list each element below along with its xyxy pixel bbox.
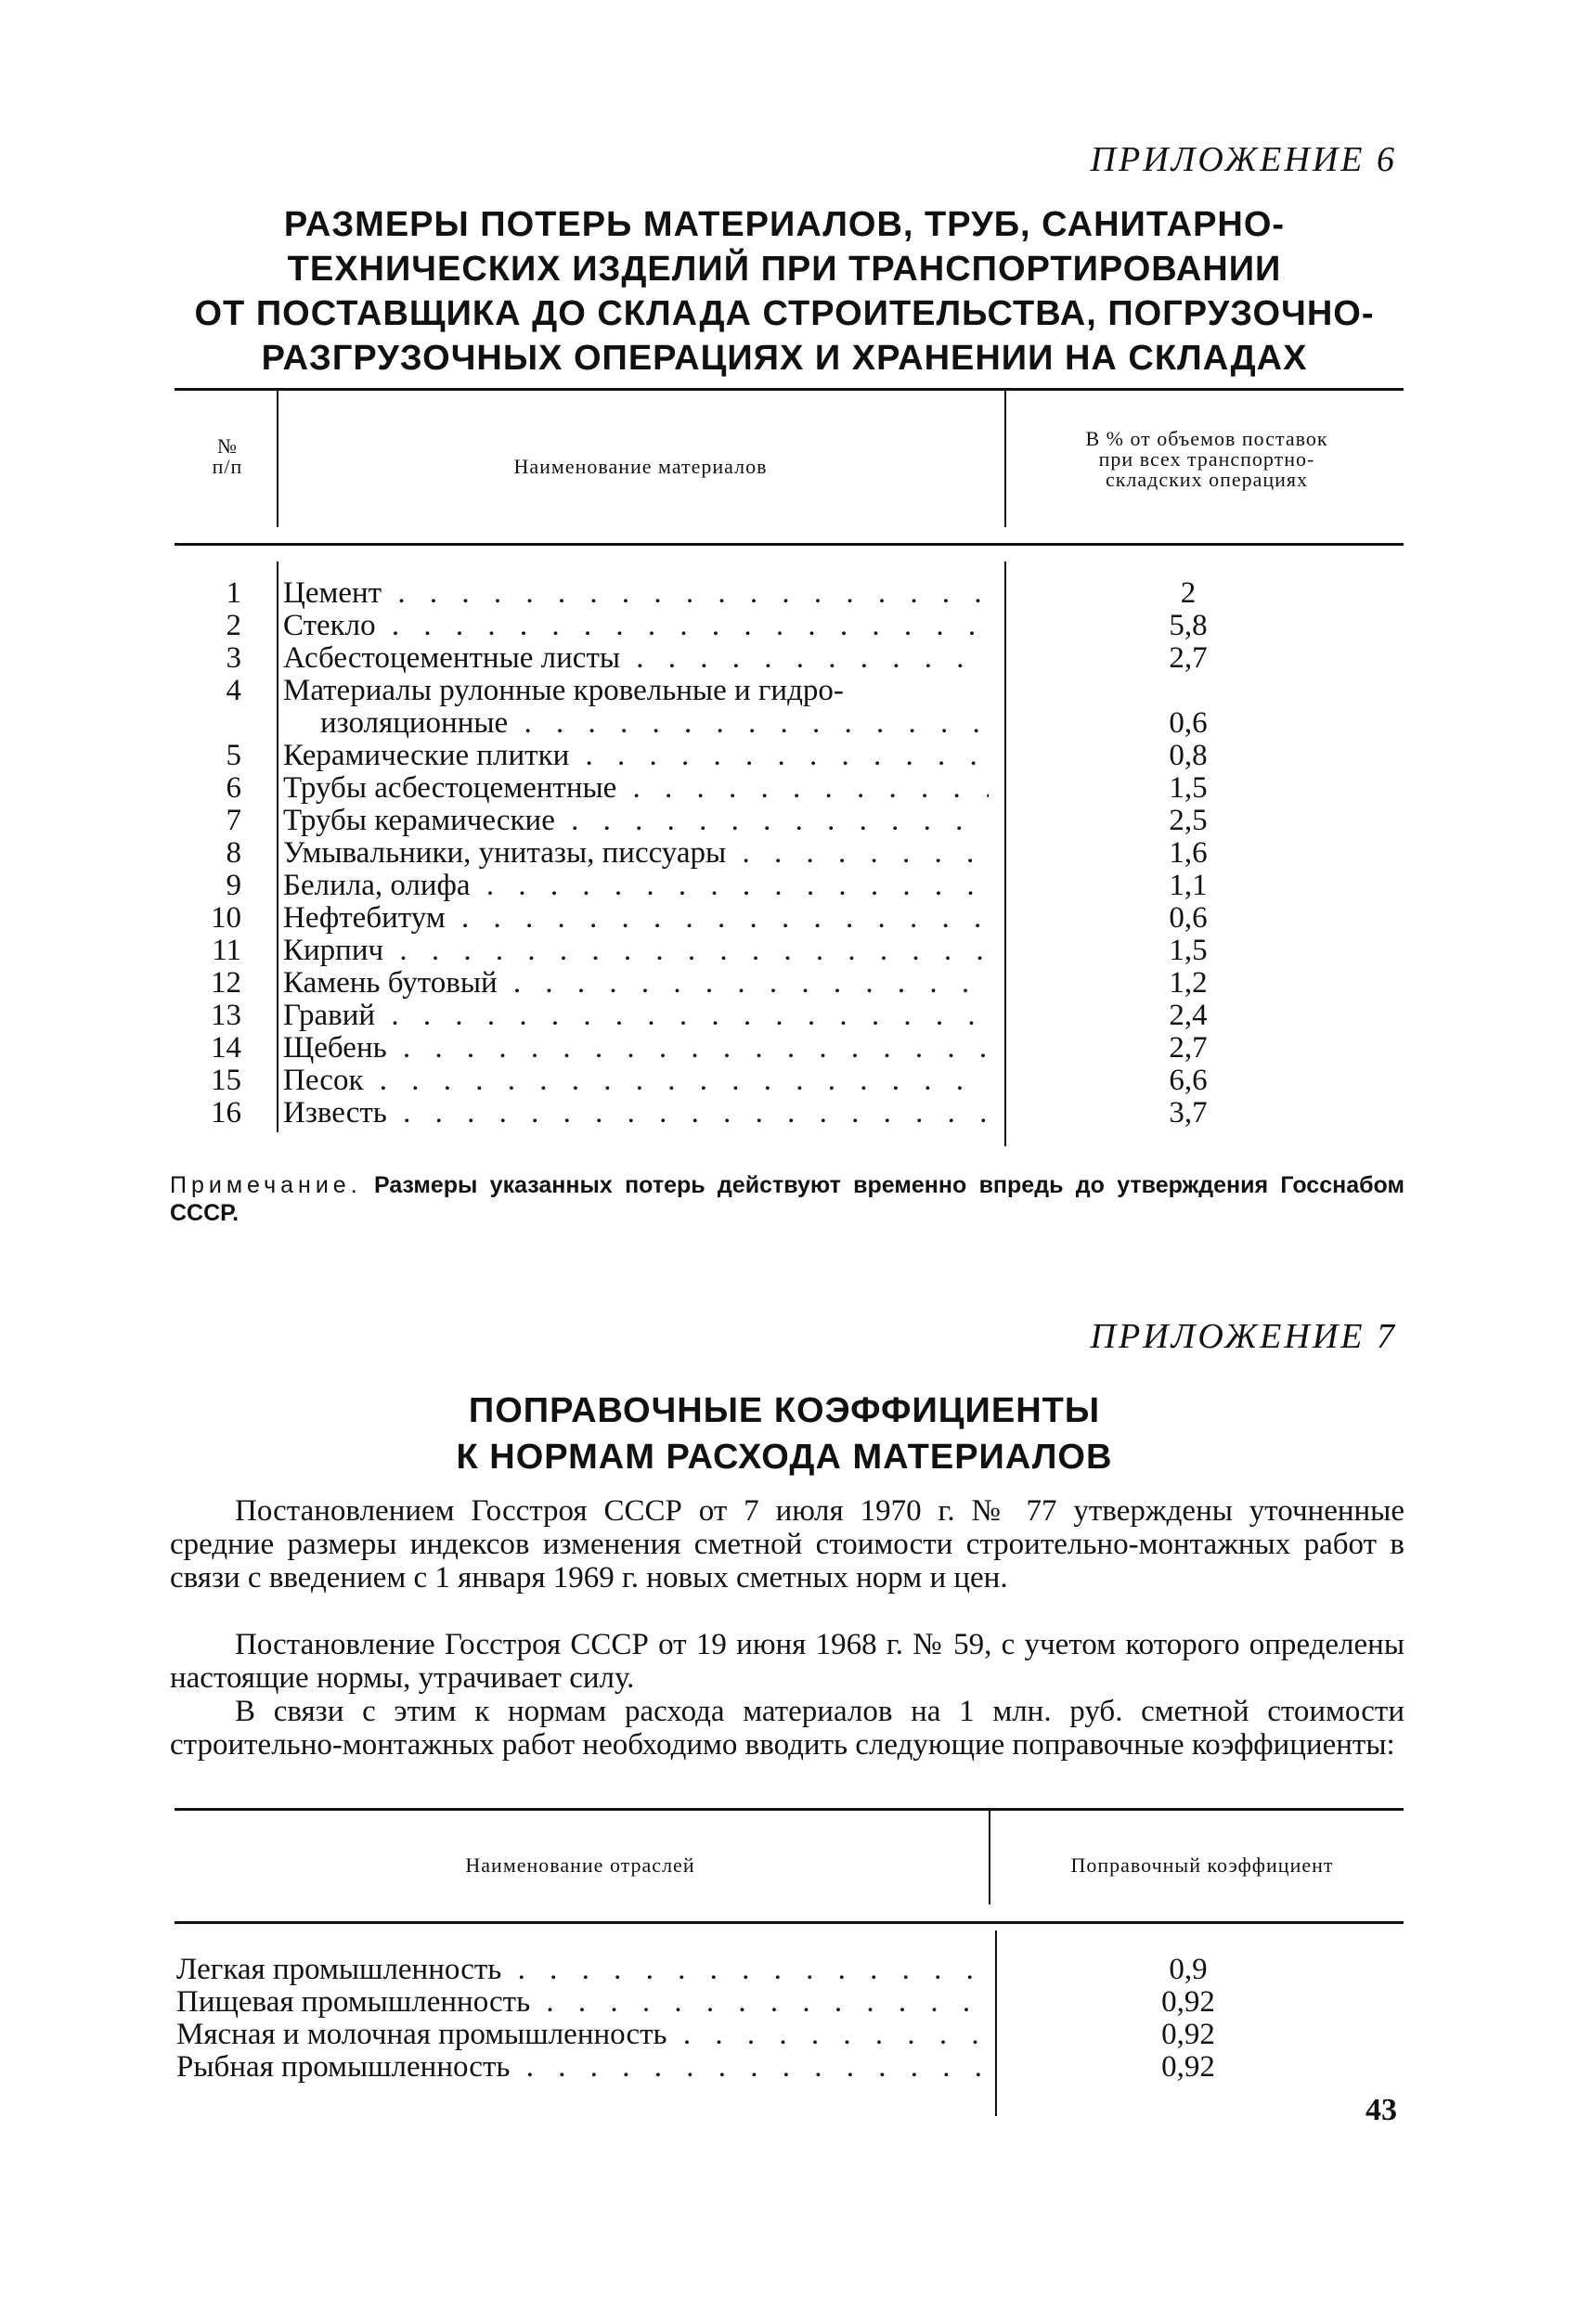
- note-text: Размеры указанных потерь действуют временно впредь до утверждения Госснабом СССР.: [170, 1172, 1404, 1226]
- appendix-6-title-line: ТЕХНИЧЕСКИХ ИЗДЕЛИЙ ПРИ ТРАНСПОРТИРОВАНИИ: [287, 250, 1282, 289]
- appendix-6-title-line: РАЗГРУЗОЧНЫХ ОПЕРАЦИЯХ И ХРАНЕНИИ НА СКЛАДАХ: [261, 339, 1308, 378]
- column-header-coefficient: Поправочный коэффициент: [1070, 1853, 1334, 1877]
- table-divider: [995, 1930, 997, 2116]
- table-divider: [277, 562, 278, 1132]
- paragraph: Постановлением Госстроя СССР от 7 июля 1970 г. № 77 утверждены уточненные средние размеры индексов изменения сметной стоимости строительно-монтажных работ в связи с введением с 1 января 1969 г. новых сметных норм и цен.: [170, 1494, 1404, 1595]
- column-header-material: Наименование материалов: [513, 455, 768, 478]
- appendix-7-title-line: ПОПРАВОЧНЫЕ КОЭФФИЦИЕНТЫ: [468, 1391, 1101, 1430]
- table-header-rule: [175, 1921, 1404, 1924]
- table-divider: [277, 388, 278, 527]
- column-header-industry: Наименование отраслей: [465, 1853, 695, 1877]
- paragraph: Постановление Госстроя СССР от 19 июня 1968 г. № 59, с учетом которого определены настоящие нормы, утрачивает силу.: [170, 1628, 1404, 1695]
- table-divider: [1004, 562, 1006, 1146]
- appendix-6-title-line: РАЗМЕРЫ ПОТЕРЬ МАТЕРИАЛОВ, ТРУБ, САНИТАРНО-: [283, 205, 1286, 244]
- column-header-loss-percent: В % от объемов поставок при всех транспортно- складских операциях: [1085, 427, 1328, 491]
- appendix-6-title: [167, 202, 1402, 381]
- document-page: ПРИЛОЖЕНИЕ 6 РАЗМЕРЫ ПОТЕРЬ МАТЕРИАЛОВ, ТРУБ, САНИТАРНО- ТЕХНИЧЕСКИХ ИЗДЕЛИЙ ПРИ ТРАНСПОРТИРОВАНИИ ОТ ПОСТАВЩИКА ДО СКЛАДА СТРОИТЕЛЬСТВА, ПОГРУЗОЧНО- РАЗГРУЗОЧНЫХ ОПЕРАЦИЯХ И ХРАНЕНИИ НА СКЛАДАХ № п/п Наименование материалов В % от объемов поставок при всех транспортно- складских операциях 1 Цемент . . . 2 2 Стекло . . . 5,8 3 Асбестоцементные листы . . . 2,7 4 Материалы рулонные кровельные и гидро- изоляционные . . . 0,6 5 Керамические плитки . . . 0,8 6 Трубы асбестоцементные . . . 1,5 7 Трубы керамические . . . 2,5 8 Умывальники, унитазы, писсуары . . . 1,6 9 Белила, олифа . . . 1,1 10 Нефтебитум . . . 0,6 11 Кирпич . . . 1,5 12 Камень бутовый . . . 1,2 13 Гравий . . . 2,4 14 Щебень . . . 2,7 15 Песок . . . 6,6 16 Известь . . . 3,7 Примечание. Размеры указанных потерь действуют временно впредь до утверждения Госснабом СССР. ПРИЛОЖЕНИЕ 7 ПОПРАВОЧНЫЕ КОЭФФИЦИЕНТЫ К НОРМАМ РАСХОДА МАТЕРИАЛОВ Постановлением Госстроя СССР от 7 июля 1970 г. № 77 утверждены уточненные средние размеры индексов изменения сметной стоимости строительно-монтажных работ в связи с введением с 1 января 1969 г. новых сметных норм и цен. Постановление Госстроя СССР от 19 июня 1968 г. № 59, с учетом которого определены настоящие нормы, утрачивает силу. В связи с этим к нормам расхода материалов на 1 млн. руб. сметной стоимости строительно-монтажных работ необходимо вводить следующие поправочные коэффициенты: Наименование отраслей Поправочный коэффициент Легкая промышленность . . . 0,9 Пищевая промышленность . . . 0,92 Мясная и молочная промышленность . . . 0,92 Рыбная промышленность . . . 0,92 43: [0, 0, 1579, 2324]
- column-header-number: № п/п: [212, 434, 243, 478]
- table-divider: [989, 1808, 990, 1904]
- table-divider: [1004, 388, 1006, 527]
- note-label: Примечание.: [170, 1172, 362, 1198]
- appendix-6-title-line: ОТ ПОСТАВЩИКА ДО СКЛАДА СТРОИТЕЛЬСТВА, ПОГРУЗОЧНО-: [194, 294, 1375, 333]
- appendix-7-title: [167, 1388, 1402, 1480]
- appendix-7-label: ПРИЛОЖЕНИЕ 7: [1090, 1317, 1397, 1356]
- table-header-rule: [175, 543, 1404, 546]
- table-top-rule: [175, 1808, 1404, 1811]
- table-note: [170, 1171, 1404, 1227]
- appendix-6-label: ПРИЛОЖЕНИЕ 6: [1090, 140, 1397, 179]
- page-number: 43: [1365, 2093, 1397, 2127]
- paragraph: В связи с этим к нормам расхода материалов на 1 млн. руб. сметной стоимости строительно-монтажных работ необходимо вводить следующие поправочные коэффициенты:: [170, 1695, 1404, 1762]
- table-top-rule: [175, 388, 1404, 391]
- appendix-7-title-line: К НОРМАМ РАСХОДА МАТЕРИАЛОВ: [456, 1438, 1113, 1477]
